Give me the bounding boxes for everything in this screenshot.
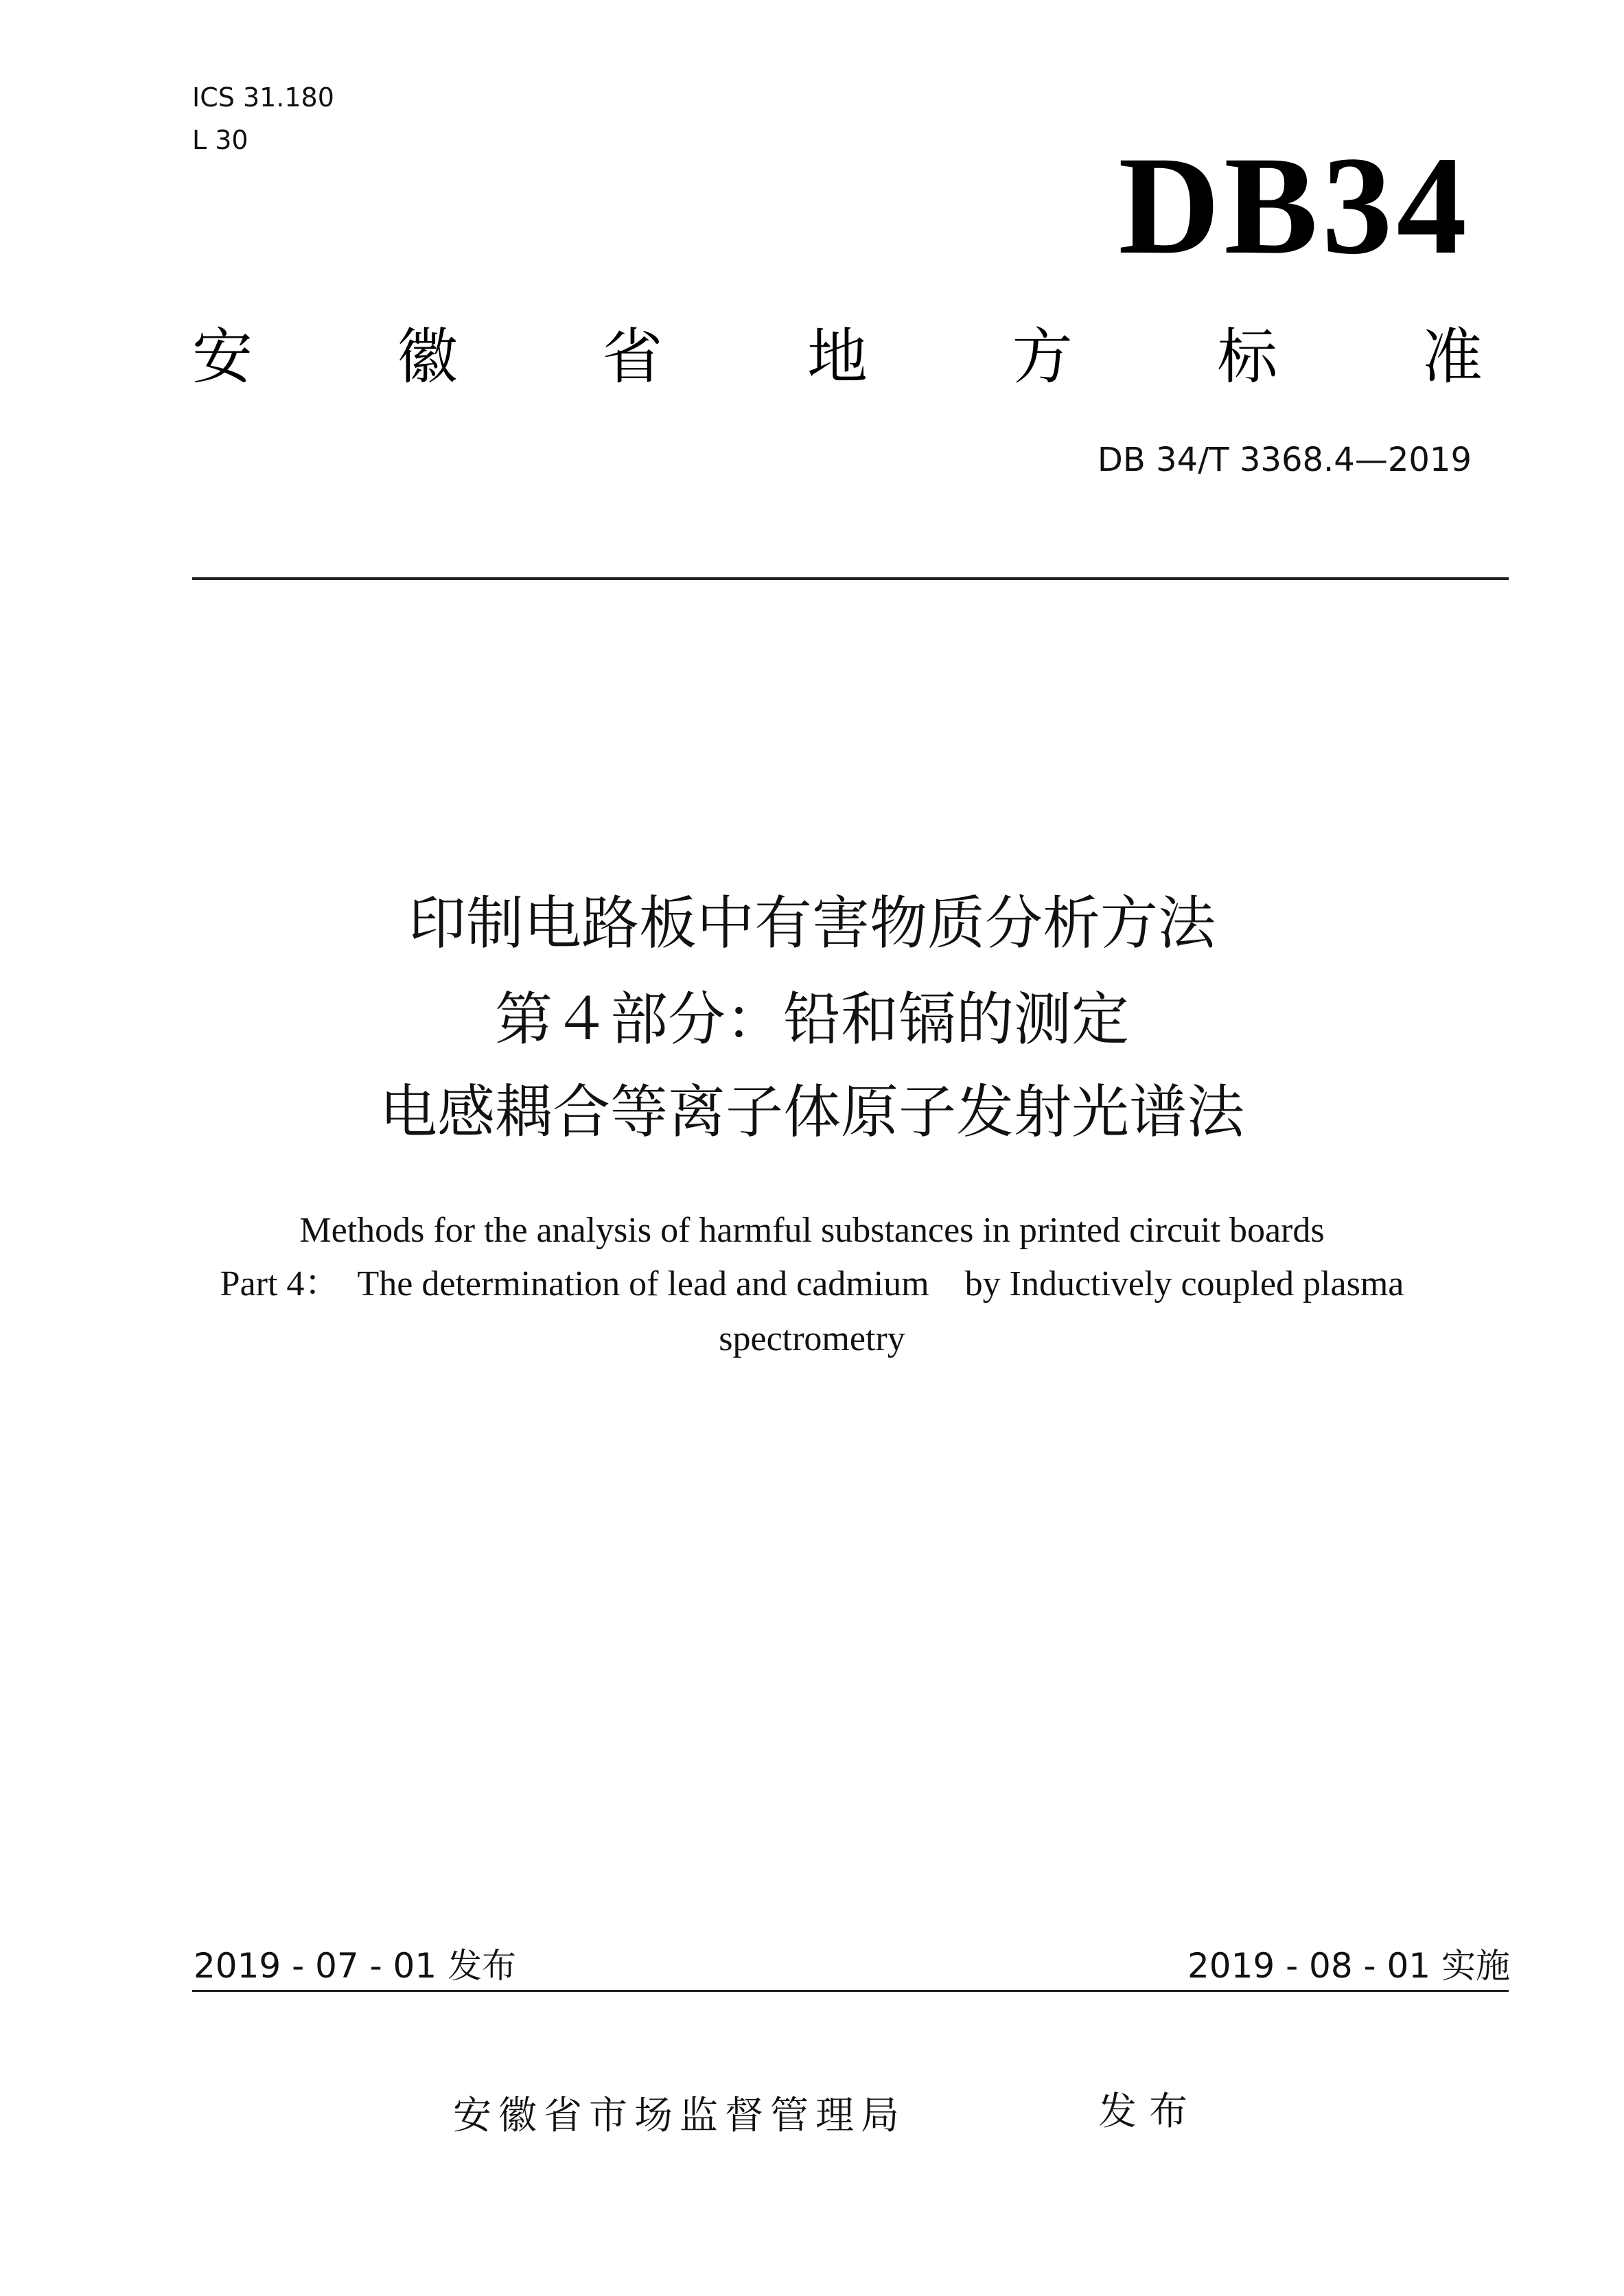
standard-type	[192, 319, 1483, 395]
header-divider	[192, 577, 1509, 580]
title-cn-line-3: 电感耦合等离子体原子发射光谱法	[379, 1078, 1244, 1146]
footer-divider	[192, 1990, 1509, 1992]
ics-code: ICS 31.180	[192, 82, 334, 113]
implementation-date: 2019 - 08 - 01 实施	[1187, 1946, 1510, 1986]
issue-word: 发布	[1098, 2089, 1200, 2134]
standard-type-char: 准	[1422, 321, 1483, 392]
standard-type-char: 地	[807, 321, 868, 392]
ccs-code: L 30	[192, 125, 248, 155]
standard-type-char: 徽	[397, 321, 458, 392]
title-en-line-3: spectrometry	[719, 1319, 905, 1358]
title-cn-line-1: 印制电路板中有害物质分析方法	[408, 890, 1216, 957]
standard-type-char: 省	[602, 321, 663, 392]
title-en-line-2: Part 4： The determination of lead and cadmium by Inductively coupled plasma	[220, 1264, 1404, 1303]
db-mark: DB34	[1118, 128, 1471, 283]
standard-number: DB 34/T 3368.4—2019	[1097, 441, 1472, 479]
issuer: 安徽省市场监督管理局	[453, 2094, 906, 2138]
standard-type-char: 方	[1012, 321, 1073, 392]
standard-type-char: 标	[1217, 321, 1278, 392]
title-en-line-1: Methods for the analysis of harmful substances in printed circuit boards	[299, 1211, 1325, 1250]
issue-date: 2019 - 07 - 01 发布	[194, 1946, 517, 1986]
standard-type-char: 安	[192, 321, 253, 392]
title-cn-line-2: 第４部分：铅和镉的测定	[494, 986, 1129, 1053]
